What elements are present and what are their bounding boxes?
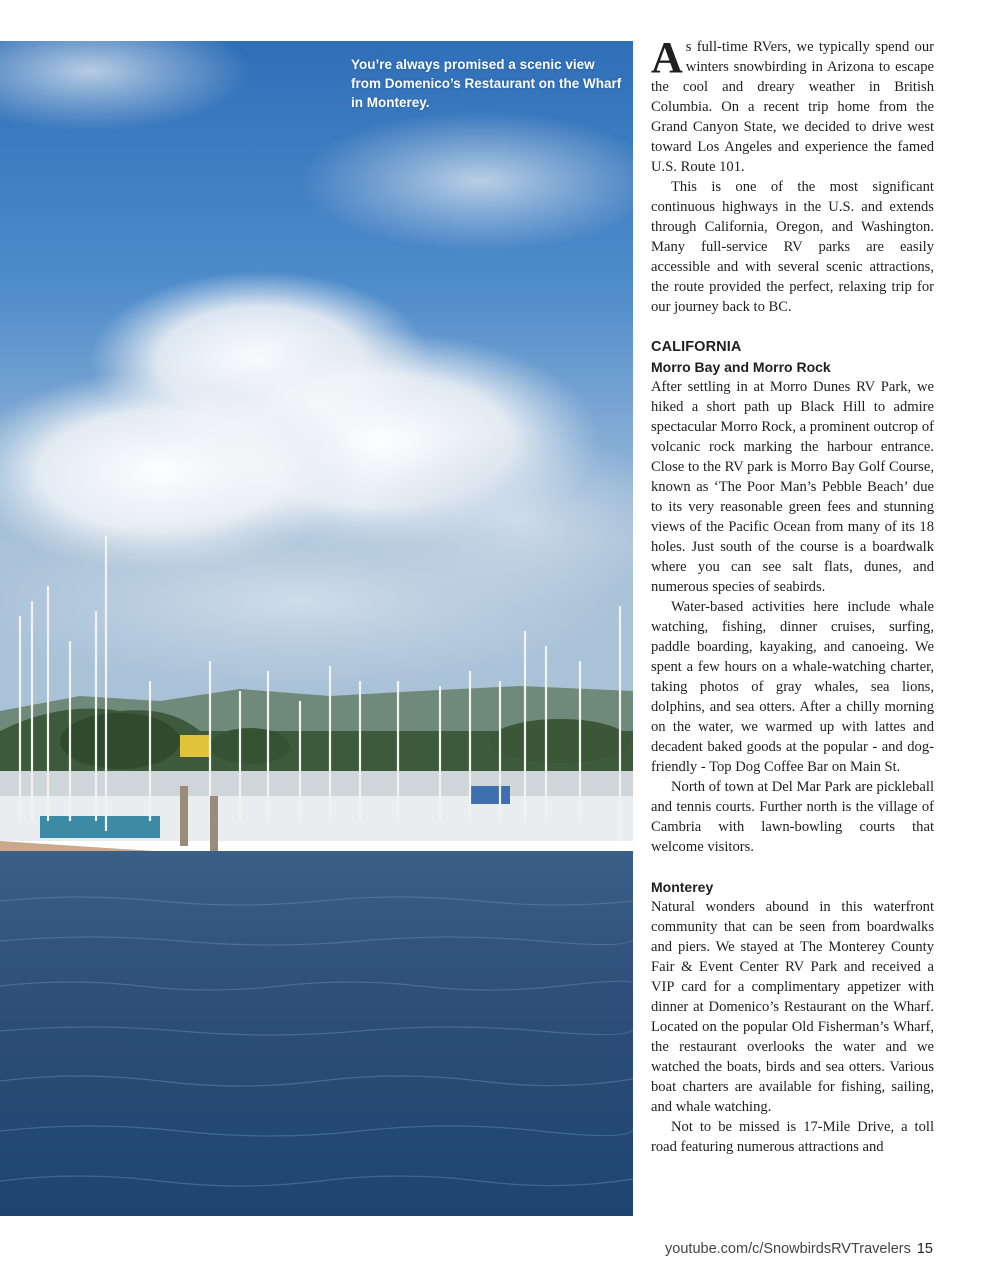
route-paragraph: This is one of the most significant continuous highways in the U.S. and extends through California, Oregon, and Washington. Many full-service RV parks are easily accessible and with several scenic attractions, the route provided the perfect, relaxing trip for our journey back to BC. [651, 179, 934, 315]
section-heading-california: CALIFORNIA [651, 339, 742, 355]
monterey-paragraph-1: Natural wonders abound in this waterfront community that can be seen from boardwalks and piers. We stayed at The Monterey County Fair & Event Center RV Park and received a VIP card for a complimentary appetizer with dinner at Domenico’s Restaurant on the Wharf. Located on the popular Old Fisherman’s Wharf, the restaurant overlooks the water and we watched the boats, birds and sea otters. Various boat charters are available for fishing, sailing, and whale watching. [651, 899, 934, 1115]
morro-paragraph-1: After settling in at Morro Dunes RV Park, we hiked a short path up Black Hill to admire spectacular Morro Rock, a prominent outcrop of volcanic rock marking the harbour entrance. Close to the RV park is Morro Bay Golf Course, known as ‘The Poor Man’s Pebble Beach’ due to its very reasonable green fees and stunning views of the Pacific Ocean from many of its 18 holes. Just south of the course is a boardwalk where you can see salt flats, dunes, and numerous species of seabirds. [651, 379, 934, 595]
monterey-paragraph-2: Not to be missed is 17-Mile Drive, a toll road featuring numerous attractions and [651, 1119, 934, 1155]
footer-url: youtube.com/c/SnowbirdsRVTravelers [665, 1241, 911, 1257]
marina-photo [0, 41, 633, 1216]
page-number: 15 [916, 1241, 933, 1257]
intro-paragraph [651, 33, 934, 177]
morro-paragraph-2: Water-based activities here include whale watching, fishing, dinner cruises, surfing, paddle boarding, kayaking, and canoeing. We spent a few hours on a whale-watching charter, taking photos of gray whales, sea lions, dolphins, and sea otters. After a chilly morning on the water, we warmed up with lattes and decadent baked goods at the popular - and dog-friendly - Top Dog Coffee Bar on Main St. [651, 599, 934, 775]
subheading-morro-bay: Morro Bay and Morro Rock [651, 359, 831, 375]
morro-paragraph-3: North of town at Del Mar Park are pickleball and tennis courts. Further north is the village of Cambria with lawn-bowling courts that welcome visitors. [651, 779, 934, 855]
marina-photo-image [0, 41, 633, 1216]
drop-cap: A [651, 33, 683, 82]
article-column [651, 33, 934, 1157]
page-footer [665, 1241, 933, 1257]
subheading-monterey: Monterey [651, 879, 714, 895]
photo-caption: You’re always promised a scenic view from Domenico’s Restaurant on the Wharf in Monterey. [351, 57, 622, 110]
intro-text: s full-time RVers, we typically spend our winters snowbirding in Arizona to escape the cool and dreary weather in British Columbia. On a recent trip home from the Grand Canyon State, we decided to drive west toward Los Angeles and experience the famed U.S. Route 101. [651, 39, 934, 175]
